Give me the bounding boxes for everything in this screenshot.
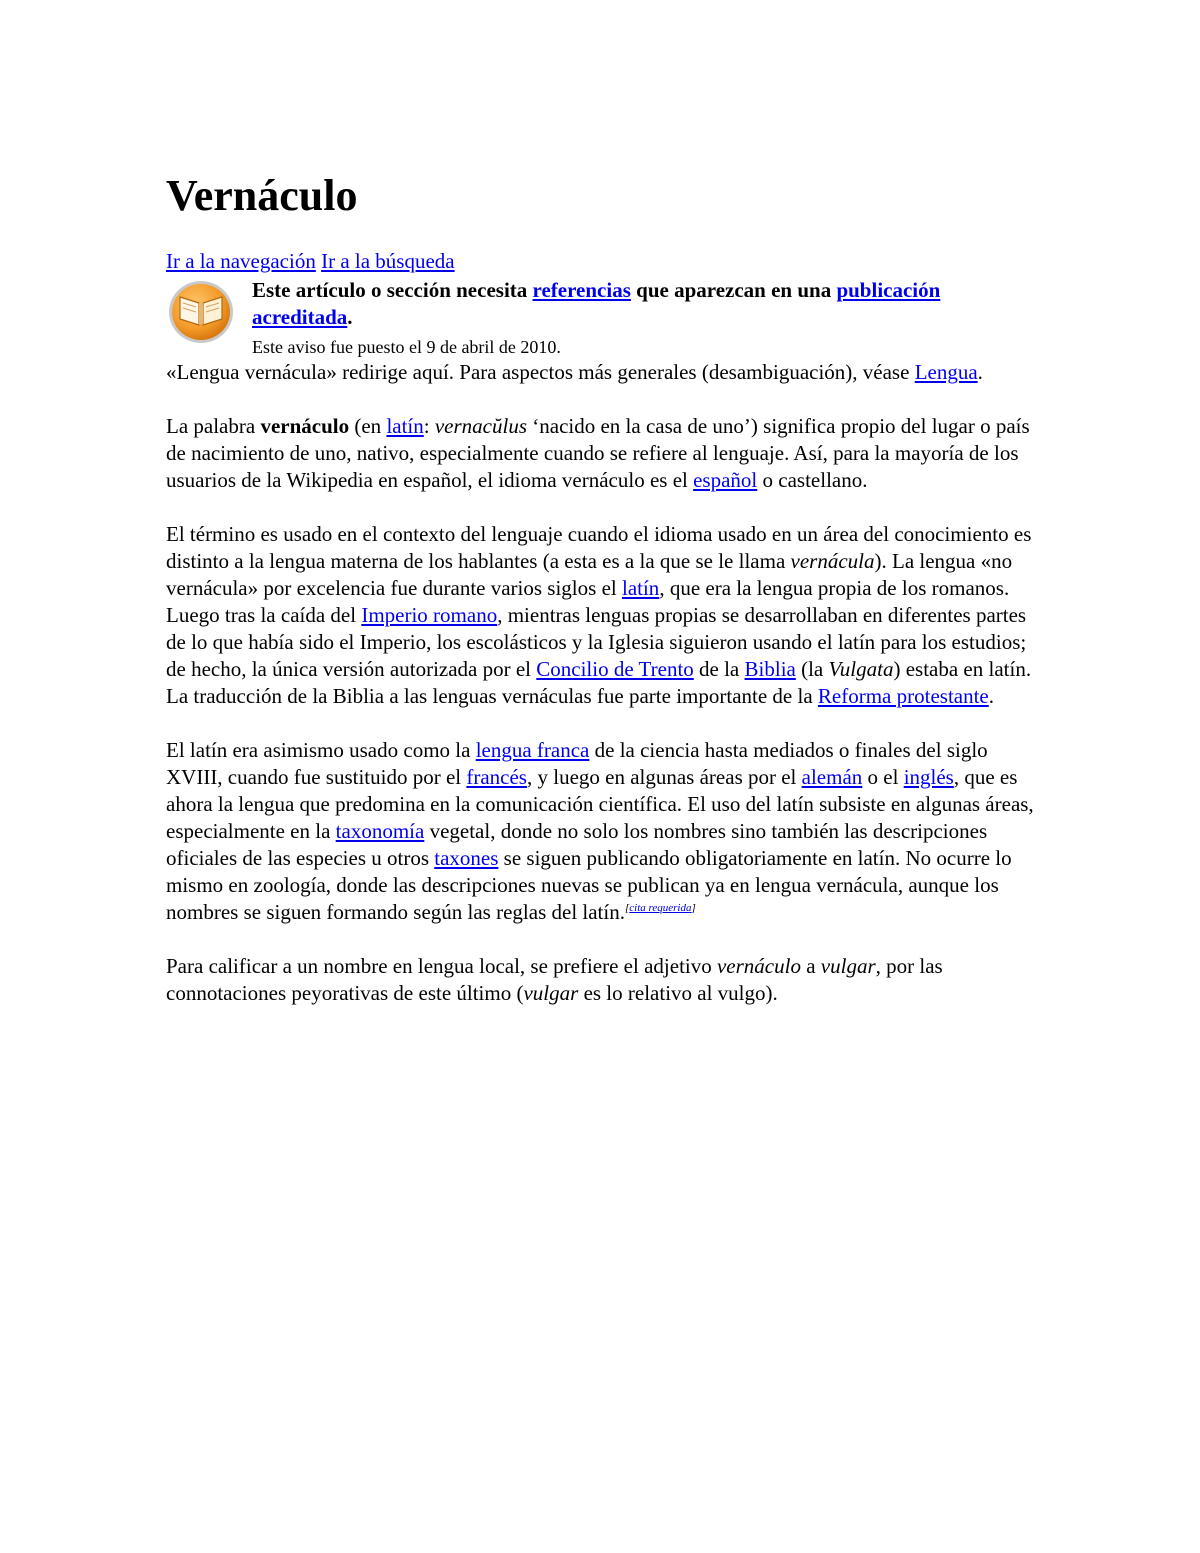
p4-italic-vulgar-2: vulgar <box>523 981 579 1005</box>
p2-italic-vulgata: Vulgata <box>828 657 894 681</box>
p3-text-g: se siguen publicando obligatoriamente en latín. No ocurre lo mismo en zoología, donde las descripciones nuevas se publican ya en lengua vernácula, aunque los nombres se siguen formando según las reglas del latín. <box>166 846 1012 924</box>
lengua-link[interactable]: Lengua <box>914 360 978 384</box>
p3-text-f: vegetal, donde no solo los nombres sino también las descripciones oficiales de las especies u otros <box>166 819 988 870</box>
redirect-note <box>166 359 1046 386</box>
paragraph-2 <box>166 521 1046 710</box>
p3-text-a: El latín era asimismo usado como la <box>166 738 476 762</box>
p2-italic-vernacula: vernácula <box>790 549 875 573</box>
goto-search-link[interactable]: Ir a la búsqueda <box>321 249 455 273</box>
p4-text-a: Para calificar a un nombre en lengua local, se prefiere el adjetivo <box>166 954 717 978</box>
cite-open-bracket: [ <box>624 902 630 914</box>
p4-text-e: , por las connotaciones peyorativas de este último ( <box>166 954 943 1005</box>
p2-text-j: . <box>988 684 995 708</box>
cita-requerida-link[interactable]: cita requerida <box>629 902 692 914</box>
latin-link-2[interactable]: latín <box>621 576 660 600</box>
p4-italic-vulgar: vulgar <box>820 954 876 978</box>
redirect-text: «Lengua vernácula» redirige aquí. Para aspectos más generales (desambiguación), véase <box>166 360 915 384</box>
p2-text-f: de la <box>693 657 745 681</box>
p1-latin-term: vernacŭlus <box>434 414 528 438</box>
p1-bold-term: vernáculo <box>260 414 350 438</box>
taxonomia-link[interactable]: taxonomía <box>335 819 425 843</box>
publicacion-acreditada-link[interactable]: publicación acreditada <box>252 278 941 329</box>
p4-italic-vernaculo: vernáculo <box>716 954 801 978</box>
lengua-franca-link[interactable]: lengua franca <box>475 738 590 762</box>
p2-text-i: ) estaba en latín. La traducción de la Biblia a las lenguas vernáculas fue parte importante de la <box>166 657 1032 708</box>
p1-text-c: (en <box>349 414 387 438</box>
book-icon <box>166 277 252 359</box>
references-notice <box>166 277 1046 359</box>
imperio-romano-link[interactable]: Imperio romano <box>361 603 498 627</box>
p2-text-c: ). La lengua «no vernácula» por excelencia fue durante varios siglos el <box>166 549 1013 600</box>
espanol-link[interactable]: español <box>693 468 758 492</box>
article <box>166 166 1046 1007</box>
notice-text <box>252 277 1046 359</box>
concilio-de-trento-link[interactable]: Concilio de Trento <box>536 657 694 681</box>
paragraph-1 <box>166 413 1046 494</box>
p1-text-a: La palabra <box>166 414 261 438</box>
paragraph-3 <box>166 737 1046 926</box>
p3-text-c: , y luego en algunas áreas por el <box>526 765 802 789</box>
p1-text-f: ‘nacido en la casa de uno’) significa propio del lugar o país de nacimiento de uno, nativo, especialmente cuando se refiere al lenguaje. Así, para la mayoría de los usuarios de la Wikipedia en español, el idioma vernáculo es el <box>166 414 1030 492</box>
notice-prefix: Este artículo o sección necesita <box>252 278 533 302</box>
reforma-protestante-link[interactable]: Reforma protestante <box>817 684 989 708</box>
notice-suffix: . <box>347 305 353 329</box>
skip-links <box>166 248 1046 275</box>
p2-text-e: , mientras lenguas propias se desarrollaban en diferentes partes de lo que había sido el Imperio, los escolásticos y la Iglesia siguieron usando el latín para los estudios; de hecho, la única versión autorizada por el <box>166 603 1027 681</box>
frances-link[interactable]: francés <box>466 765 527 789</box>
page-title: Vernáculo <box>166 171 358 220</box>
citation-needed <box>625 902 696 914</box>
biblia-link[interactable]: Biblia <box>744 657 796 681</box>
taxones-link[interactable]: taxones <box>434 846 499 870</box>
p4-text-g: es lo relativo al vulgo). <box>578 981 778 1005</box>
p2-text-a: El término es usado en el contexto del lenguaje cuando el idioma usado en un área del conocimiento es distinto a la lengua materna de los hablantes (a esta es a la que se le llama <box>166 522 1032 573</box>
p1-text-g: o castellano. <box>757 468 868 492</box>
p3-text-d: o el <box>862 765 904 789</box>
cite-close-bracket: ] <box>691 902 696 914</box>
p4-text-c: a <box>800 954 821 978</box>
p2-text-d: , que era la lengua propia de los romanos. Luego tras la caída del <box>166 576 1010 627</box>
latin-link[interactable]: latín <box>386 414 424 438</box>
p3-text-e: , que es ahora la lengua que predomina en la comunicación científica. El uso del latín subsiste en algunas áreas, especialmente en la <box>166 765 1034 843</box>
ingles-link[interactable]: inglés <box>903 765 954 789</box>
p1-text-d: : <box>423 414 435 438</box>
redirect-end: . <box>977 360 983 384</box>
p2-text-g: (la <box>795 657 829 681</box>
goto-navigation-link[interactable]: Ir a la navegación <box>166 249 316 273</box>
paragraph-4 <box>166 953 1046 1007</box>
aleman-link[interactable]: alemán <box>801 765 863 789</box>
notice-date: Este aviso fue puesto el 9 de abril de 2010. <box>252 337 561 357</box>
referencias-link[interactable]: referencias <box>532 278 631 302</box>
notice-title <box>252 277 1046 331</box>
notice-middle: que aparezcan en una <box>630 278 837 302</box>
p3-text-b: de la ciencia hasta mediados o finales del siglo XVIII, cuando fue sustituido por el <box>166 738 988 789</box>
